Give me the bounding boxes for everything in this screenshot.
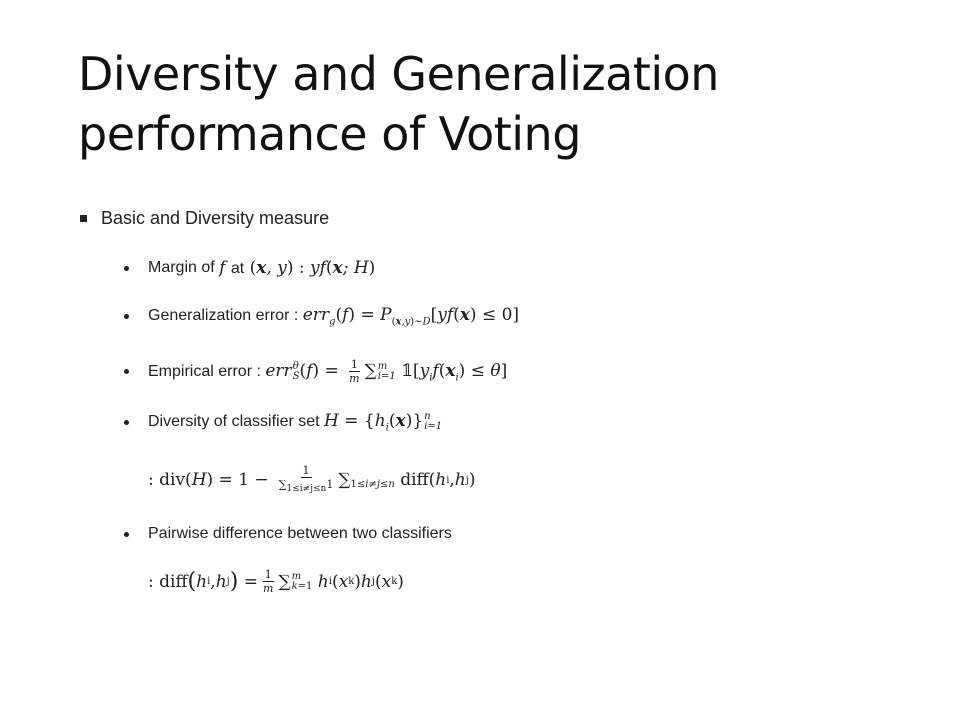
- bullet-dot-icon: [124, 266, 129, 271]
- diversity-formula: : div( H ) = 1 − $\frac{1}{\sum_{1\le i\ne j\le n}1}$ ∑ 1≤i≠j≤n diff( h i , h j ): [148, 464, 476, 495]
- bullet-dot-icon: [124, 369, 129, 374]
- section-heading: Basic and Diversity measure: [101, 208, 330, 228]
- square-bullet-icon: [80, 215, 87, 222]
- classifier-set-formula: $H = \{h_i(x)\}$ n i=1: [324, 410, 443, 434]
- list-item-pairwise-difference: [124, 525, 452, 543]
- section-bullet: [80, 208, 329, 229]
- bullet-dot-icon: [124, 532, 129, 537]
- slide-title: [78, 44, 918, 164]
- list-item-margin: [124, 258, 375, 278]
- item-text-empirical: Empirical error :: [148, 362, 261, 380]
- item-text-generalization: Generalization error :: [148, 307, 299, 325]
- slide-title-line-2: performance of Voting: [78, 107, 581, 161]
- empirical-error-formula: err θ S (f) = $\frac{1}{m}$ ∑ m i=1 $𝟙[y_if(x_i) \le \theta]$: [265, 358, 508, 385]
- slide-title-line-1: Diversity and Generalization: [78, 47, 719, 101]
- generalization-error-formula: $err_g(f) = P_{(x,y)\sim D}[yf(x) \le 0]$: [302, 305, 520, 328]
- item-text-pairwise: Pairwise difference between two classifiers: [148, 525, 452, 542]
- item-text-diversity: Diversity of classifier set: [148, 413, 320, 431]
- list-item-empirical-error: [124, 358, 507, 385]
- pairwise-diff-formula: : diff ( h i , h j ) = $\frac{1}{m}$ ∑ m k=1 h i ( x k ) h j ( x k ): [148, 568, 404, 595]
- bullet-dot-icon: [124, 420, 129, 425]
- list-item-generalization-error: [124, 305, 519, 327]
- margin-formula: f at (x, y) : yf(x; H): [219, 258, 376, 278]
- list-item-diversity: [124, 411, 442, 433]
- bullet-dot-icon: [124, 314, 129, 319]
- item-text-margin: Margin of: [148, 259, 215, 276]
